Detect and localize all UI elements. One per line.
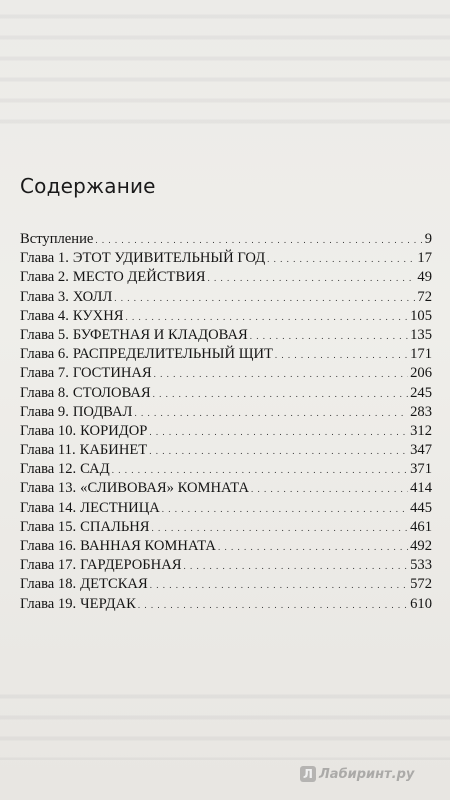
toc-chapter-number: Глава 1. xyxy=(20,250,69,267)
show-through-text-bottom xyxy=(0,680,450,760)
toc-entry xyxy=(20,403,432,422)
toc-chapter-number: Глава 8. xyxy=(20,384,69,401)
toc-entry-label xyxy=(20,384,151,403)
toc-page-number: 105 xyxy=(410,307,432,324)
toc-entry-label xyxy=(20,575,148,594)
toc-leader-dots xyxy=(153,384,408,404)
toc-chapter-number: Глава 15. xyxy=(20,518,77,535)
toc-leader-dots xyxy=(207,268,415,288)
toc-entry-label xyxy=(20,556,181,575)
toc-page-number: 492 xyxy=(410,538,432,554)
toc-chapter-number: Глава 14. xyxy=(20,499,77,516)
toc-leader-dots xyxy=(95,230,422,250)
toc-chapter-number: Глава 4. xyxy=(20,307,69,324)
toc-entry-label xyxy=(20,422,147,441)
toc-page-number: 610 xyxy=(410,595,432,612)
toc-entry-label xyxy=(20,268,205,287)
toc-entry-label xyxy=(20,288,112,307)
toc-page-number: 72 xyxy=(417,288,432,305)
toc-entry-label xyxy=(20,537,216,556)
toc-entry-label xyxy=(20,364,152,383)
toc-entry xyxy=(20,326,432,345)
toc-entry xyxy=(20,556,432,575)
toc-entry xyxy=(20,518,432,537)
toc-chapter-title: РАСПРЕДЕЛИТЕЛЬНЫЙ ЩИТ xyxy=(72,346,273,363)
toc-chapter-number: Глава 6. xyxy=(20,346,69,363)
toc-entry xyxy=(20,575,432,594)
toc-chapter-title: БУФЕТНАЯ И КЛАДОВАЯ xyxy=(72,326,248,343)
toc-entry-label xyxy=(20,499,160,518)
toc-chapter-title: ПОДВАЛ xyxy=(72,403,133,420)
toc-leader-dots xyxy=(154,364,408,384)
toc-chapter-number: Глава 7. xyxy=(20,365,69,382)
toc-leader-dots xyxy=(267,249,415,269)
toc-chapter-number: Глава 5. xyxy=(20,326,69,343)
toc-page-number: 414 xyxy=(410,480,432,497)
toc-page-number: 171 xyxy=(410,346,432,363)
toc-chapter-number: Глава 16. xyxy=(20,538,77,554)
toc-entry xyxy=(20,230,432,249)
toc-page-number: 283 xyxy=(410,403,432,420)
toc-page-number: 17 xyxy=(417,250,432,267)
toc-entry-label xyxy=(20,403,132,422)
toc-entry xyxy=(20,268,432,287)
toc-page-number: 533 xyxy=(410,557,432,574)
toc-entry-label xyxy=(20,326,248,345)
table-of-contents xyxy=(20,230,432,614)
toc-leader-dots xyxy=(149,441,408,461)
toc-chapter-title: ХОЛЛ xyxy=(72,288,113,305)
toc-chapter-number: Глава 18. xyxy=(20,576,77,593)
toc-entry xyxy=(20,479,432,498)
toc-leader-dots xyxy=(114,288,415,308)
toc-entry xyxy=(20,384,432,403)
toc-leader-dots xyxy=(250,326,408,346)
toc-leader-dots xyxy=(218,537,408,557)
toc-chapter-title: «СЛИВОВАЯ» КОМНАТА xyxy=(80,480,249,497)
toc-entry-label xyxy=(20,307,123,326)
toc-chapter-number: Глава 12. xyxy=(20,461,77,478)
toc-leader-dots xyxy=(125,307,408,327)
watermark xyxy=(300,766,414,782)
toc-page-number: 49 xyxy=(417,269,432,286)
toc-entry-label xyxy=(20,249,265,268)
page-title: Содержание xyxy=(20,174,156,198)
toc-leader-dots xyxy=(251,479,408,499)
watermark-text: Лабиринт.ру xyxy=(319,766,415,782)
toc-page-number: 572 xyxy=(410,576,432,593)
toc-leader-dots xyxy=(150,575,408,595)
toc-leader-dots xyxy=(138,595,408,615)
toc-chapter-number: Глава 10. xyxy=(20,422,77,439)
toc-chapter-number: Глава 11. xyxy=(20,442,76,459)
toc-chapter-number: Глава 3. xyxy=(20,288,69,305)
toc-chapter-title: ГОСТИНАЯ xyxy=(72,365,152,382)
toc-entry xyxy=(20,460,432,479)
toc-chapter-title: СПАЛЬНЯ xyxy=(80,518,150,535)
toc-leader-dots xyxy=(183,556,408,576)
toc-chapter-title: СТОЛОВАЯ xyxy=(72,384,151,401)
toc-entry xyxy=(20,307,432,326)
toc-chapter-title: Вступление xyxy=(20,231,94,247)
toc-page-number: 371 xyxy=(410,461,432,478)
toc-chapter-title: МЕСТО ДЕЙСТВИЯ xyxy=(72,269,206,286)
toc-entry-label xyxy=(20,479,249,498)
toc-entry-label xyxy=(20,460,110,479)
toc-entry xyxy=(20,345,432,364)
toc-entry xyxy=(20,441,432,460)
toc-entry xyxy=(20,537,432,556)
toc-entry xyxy=(20,364,432,383)
toc-page-number: 445 xyxy=(410,499,432,516)
toc-chapter-title: ВАННАЯ КОМНАТА xyxy=(80,538,216,554)
toc-chapter-title: ДЕТСКАЯ xyxy=(80,576,148,593)
toc-leader-dots xyxy=(134,403,408,423)
toc-chapter-number: Глава 17. xyxy=(20,557,77,574)
toc-chapter-title: КАБИНЕТ xyxy=(79,442,148,459)
toc-leader-dots xyxy=(149,422,408,442)
toc-page-number: 312 xyxy=(410,422,432,439)
toc-page-number: 461 xyxy=(410,518,432,535)
toc-chapter-title: САД xyxy=(80,461,110,478)
toc-entry-label xyxy=(20,518,150,537)
toc-page-number: 245 xyxy=(410,384,432,401)
toc-chapter-title: ЭТОТ УДИВИТЕЛЬНЫЙ ГОД xyxy=(72,250,266,267)
toc-chapter-number: Глава 9. xyxy=(20,403,69,420)
toc-page-number: 9 xyxy=(424,231,432,247)
toc-entry xyxy=(20,288,432,307)
toc-leader-dots xyxy=(275,345,408,365)
toc-page-number: 206 xyxy=(410,365,432,382)
toc-chapter-title: ЧЕРДАК xyxy=(80,595,136,612)
toc-entry xyxy=(20,499,432,518)
toc-chapter-title: КОРИДОР xyxy=(80,422,148,439)
toc-chapter-number: Глава 2. xyxy=(20,269,69,286)
toc-entry xyxy=(20,422,432,441)
toc-page-number: 135 xyxy=(410,326,432,343)
toc-leader-dots xyxy=(152,518,409,538)
toc-entry xyxy=(20,595,432,614)
labirint-logo-icon: Л xyxy=(300,766,316,782)
toc-entry xyxy=(20,249,432,268)
show-through-text-top xyxy=(0,0,450,130)
toc-entry-label xyxy=(20,230,93,249)
toc-chapter-title: ЛЕСТНИЦА xyxy=(80,499,160,516)
toc-page-number: 347 xyxy=(410,442,432,459)
toc-entry-label xyxy=(20,441,147,460)
toc-leader-dots xyxy=(112,460,408,480)
toc-chapter-title: ГАРДЕРОБНАЯ xyxy=(80,557,182,574)
toc-chapter-title: КУХНЯ xyxy=(72,307,124,324)
toc-leader-dots xyxy=(162,499,408,519)
toc-chapter-number: Глава 13. xyxy=(20,480,77,497)
toc-chapter-number: Глава 19. xyxy=(20,595,77,612)
toc-entry-label xyxy=(20,595,136,614)
toc-entry-label xyxy=(20,345,273,364)
